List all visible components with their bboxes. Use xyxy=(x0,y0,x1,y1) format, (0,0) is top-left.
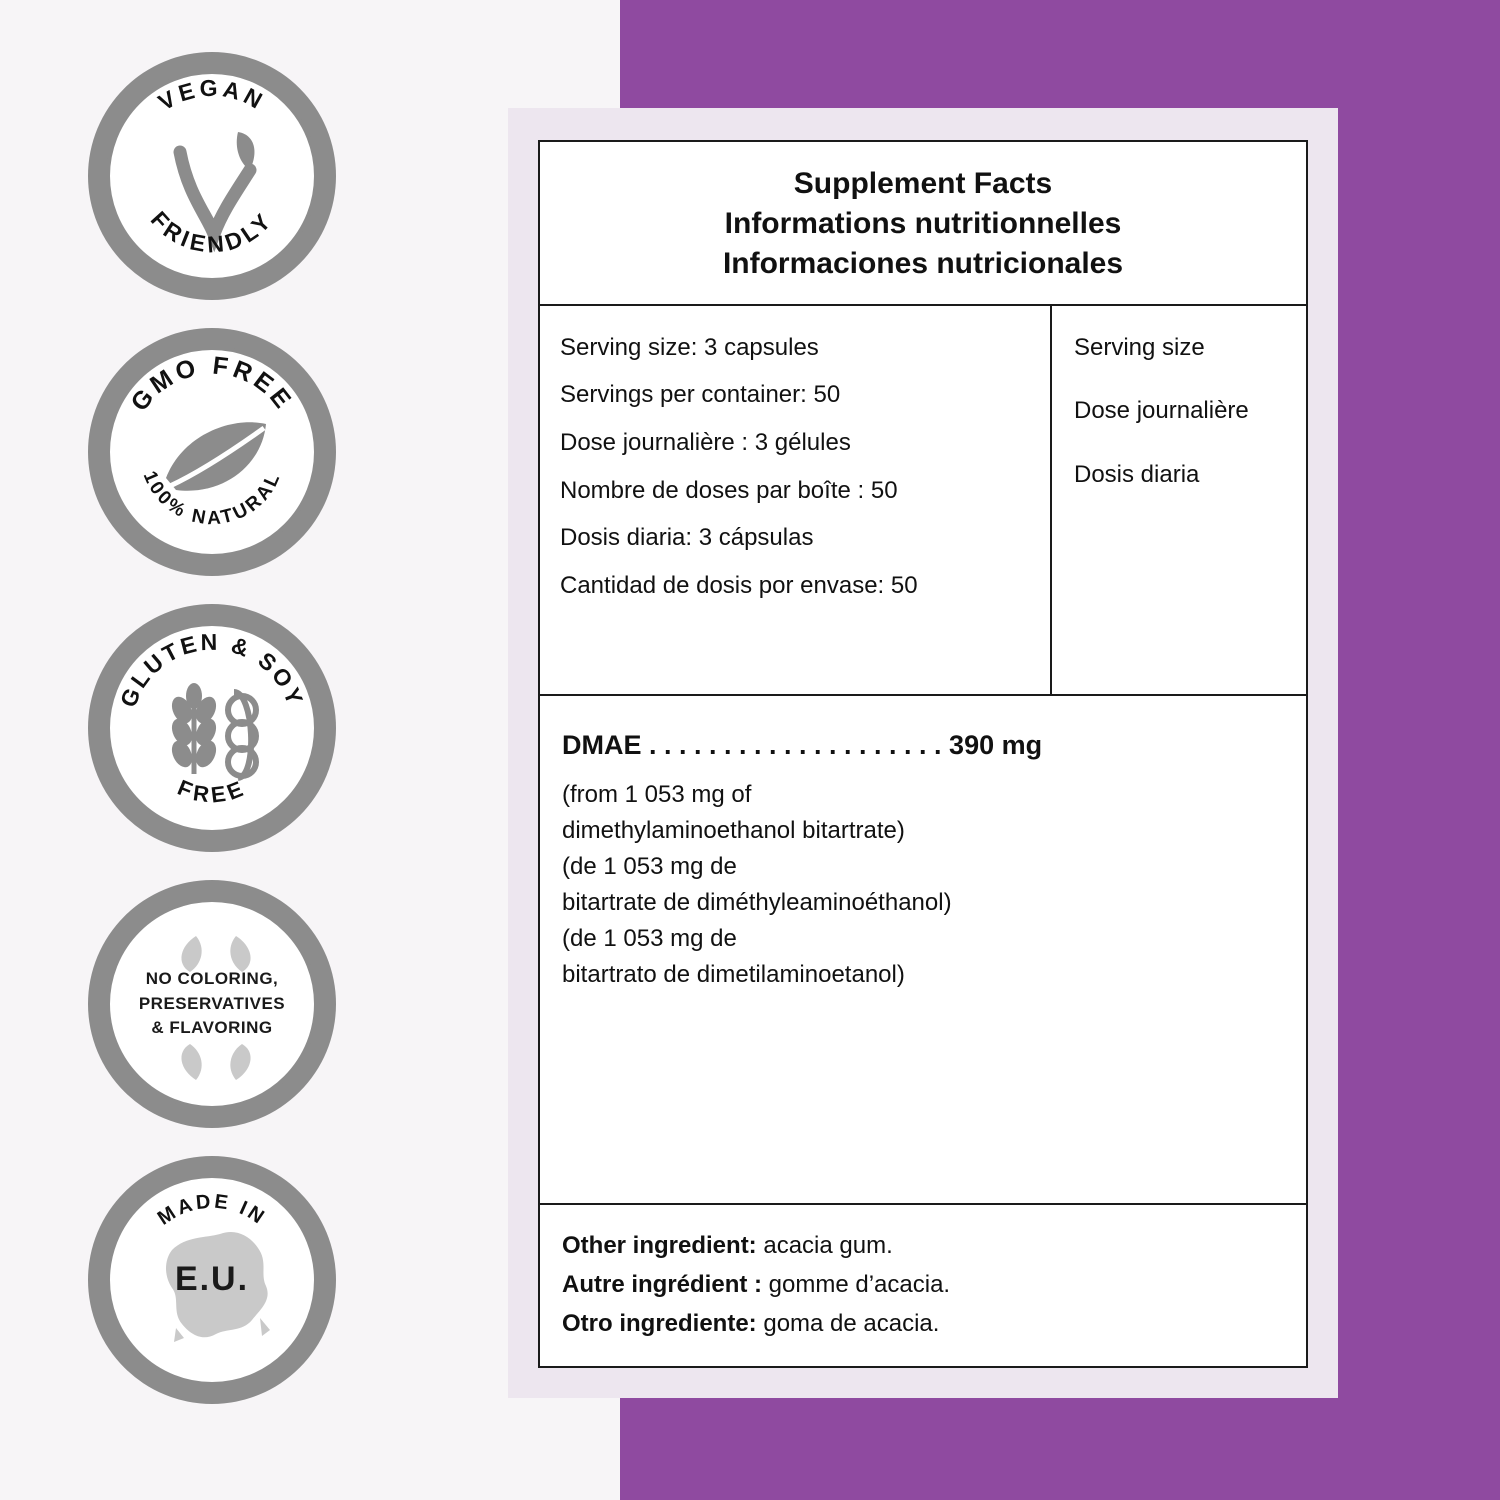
serving-details xyxy=(540,306,1052,694)
serving-row: Dose journalière : 3 gélules xyxy=(560,429,851,457)
badge-label: NO COLORING, PRESERVATIVES & FLAVORING xyxy=(138,969,286,1038)
other-ingredient-label: Otro ingrediente: xyxy=(562,1310,757,1338)
badge-gmo-free xyxy=(88,328,336,576)
svg-text:MADE IN: MADE IN xyxy=(153,1190,271,1230)
svg-text:GLUTEN & SOY: GLUTEN & SOY xyxy=(114,628,310,711)
supplement-label-panel xyxy=(508,108,1338,1398)
ingredient-source-line: dimethylaminoethanol bitartrate) xyxy=(562,816,905,844)
other-ingredient-row xyxy=(562,1266,1284,1305)
badge-made-in-eu xyxy=(88,1156,336,1404)
badge-gluten-soy-free xyxy=(88,604,336,852)
serving-row: Serving size: 3 capsules xyxy=(560,333,819,361)
facts-title-en: Supplement Facts xyxy=(793,167,1053,200)
ingredient-source-line: (de 1 053 mg de xyxy=(562,852,737,880)
facts-header xyxy=(540,142,1306,306)
serving-label: Serving size xyxy=(1074,333,1205,361)
facts-title-es: Informaciones nutricionales xyxy=(722,246,1124,280)
badge-arc-text xyxy=(88,52,336,300)
badge-center-label: E.U. xyxy=(174,1260,250,1299)
other-ingredient-row xyxy=(562,1305,1284,1344)
other-ingredient-value: goma de acacia. xyxy=(756,1310,940,1338)
ingredient-amount-line: DMAE . . . . . . . . . . . . . . . . . . . . 390 mg xyxy=(562,729,1043,760)
badge-no-coloring xyxy=(88,880,336,1128)
ingredient-source-line: bitartrate de diméthyleaminoéthanol) xyxy=(562,888,952,916)
other-ingredients-section xyxy=(540,1205,1306,1366)
serving-row: Nombre de doses par boîte : 50 xyxy=(560,476,898,504)
other-ingredient-label: Other ingredient: xyxy=(562,1232,757,1260)
ingredient-source-line: (from 1 053 mg of xyxy=(562,780,752,808)
other-ingredient-label: Autre ingrédient : xyxy=(562,1271,763,1299)
serving-label: Dose journalière xyxy=(1074,397,1249,425)
other-ingredient-row xyxy=(562,1227,1284,1266)
svg-text:100% NATURAL: 100% NATURAL xyxy=(138,468,286,530)
badge-inner xyxy=(106,898,318,1110)
svg-text:FREE: FREE xyxy=(174,774,250,808)
badge-vegan-friendly xyxy=(88,52,336,300)
other-ingredient-value: gomme d’acacia. xyxy=(762,1271,951,1299)
badge-arc-text xyxy=(88,604,336,852)
facts-title-fr: Informations nutritionnelles xyxy=(724,206,1122,240)
svg-text:VEGAN: VEGAN xyxy=(153,74,271,116)
svg-text:FRIENDLY: FRIENDLY xyxy=(145,206,279,258)
serving-labels xyxy=(1052,306,1306,694)
ingredient-source-line: (de 1 053 mg de xyxy=(562,924,737,952)
serving-label: Dosis diaria xyxy=(1074,461,1200,489)
serving-row: Servings per container: 50 xyxy=(560,381,841,409)
certification-badges xyxy=(88,52,358,1404)
active-ingredient-section xyxy=(540,696,1306,1206)
other-ingredient-value: acacia gum. xyxy=(756,1232,893,1260)
serving-section xyxy=(540,306,1306,696)
ingredient-source-line: bitartrato de dimetilaminoetanol) xyxy=(562,960,905,988)
serving-row: Dosis diaria: 3 cápsulas xyxy=(560,524,814,552)
badge-arc-text xyxy=(88,328,336,576)
supplement-facts-box xyxy=(538,140,1308,1368)
svg-text:GMO FREE: GMO FREE xyxy=(125,351,299,417)
serving-row: Cantidad de dosis por envase: 50 xyxy=(560,572,918,600)
